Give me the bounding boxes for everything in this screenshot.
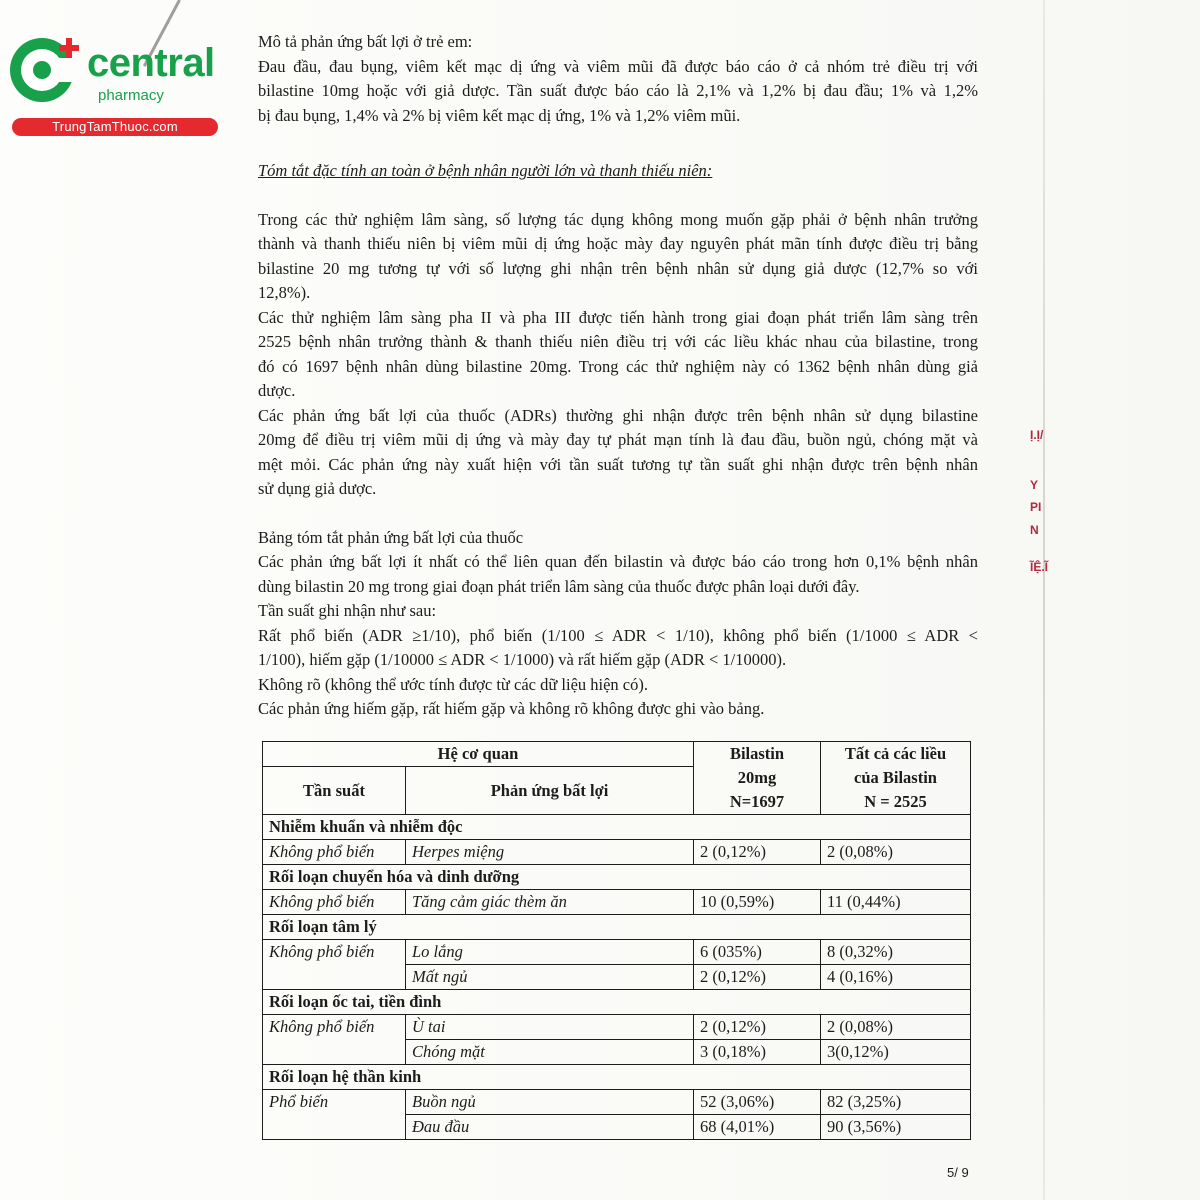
text-line: Các phản ứng bất lợi ít nhất có thể liên quan đến bilastin và được báo cáo trong hơn 0,1% bệnh nhân [258,552,978,571]
cell-all-doses: 90 (3,56%) [821,1115,971,1140]
table-row [263,1015,971,1040]
table-row [263,890,971,915]
cell-frequency: Phổ biến [263,1090,406,1140]
page-fold-shadow [1043,0,1045,1200]
text-line: Các phản ứng bất lợi của thuốc (ADRs) thường ghi nhận được trên bệnh nhân sử dụng bilastine [258,405,978,425]
category-row: Rối loạn ốc tai, tiền đình [263,990,971,1015]
table-intro-title: Bảng tóm tắt phản ứng bất lợi của thuốc [258,527,524,547]
cell-bilastin-20mg: 2 (0,12%) [694,965,821,990]
cell-bilastin-20mg: 2 (0,12%) [694,1015,821,1040]
text-line: sử dụng giả dược. [258,479,377,498]
category-row: Nhiễm khuẩn và nhiễm độc [263,815,971,840]
header-line: của Bilastin [854,768,937,787]
section-title: Tóm tắt đặc tính an toàn ở bệnh nhân người lớn và thanh thiếu niên: [258,161,713,180]
header-reaction: Phản ứng bất lợi [406,767,694,815]
logo-wordmark: central [87,41,215,85]
red-cross-icon-bar [59,45,79,51]
cell-all-doses: 8 (0,32%) [821,940,971,965]
header-line: Tất cả các liều [844,744,947,763]
text-line: đó có 1697 bệnh nhân dùng bilastine 20mg. Trong các thử nghiệm này có 1362 bệnh nhân dùng giả [258,356,978,376]
cell-frequency: Không phổ biến [263,890,406,915]
cell-bilastin-20mg: 10 (0,59%) [694,890,821,915]
text-line: 2525 bệnh nhân trưởng thành & thanh thiếu niên điều trị với các liều khác nhau của bilastine, trong [258,332,978,351]
category-row: Rối loạn tâm lý [263,915,971,940]
cell-bilastin-20mg: 52 (3,06%) [694,1090,821,1115]
cell-all-doses: 2 (0,08%) [821,840,971,865]
logo-subtitle: pharmacy [98,87,164,104]
text-line: bị đau bụng, 1,4% và 2% bị viêm kết mạc dị ứng, 1% và 1,2% viêm mũi. [258,105,741,125]
cell-frequency: Không phổ biến [263,940,406,990]
cell-reaction: Herpes miệng [406,840,694,865]
header-frequency: Tần suất [263,767,406,815]
cell-frequency: Không phổ biến [263,840,406,865]
header-line: 20mg [737,768,777,787]
text-line: thành và thanh thiếu niên bị viêm mũi dị ứng hoặc mày đay nguyên phát mãn tính được điều trị bằng [258,234,978,253]
side-stamp-text: Ị.Ị/ [1030,428,1044,442]
cell-bilastin-20mg: 6 (035%) [694,940,821,965]
adr-table [262,741,971,1140]
cell-reaction: Ù tai [406,1015,694,1040]
logo-ring-gap [50,58,78,82]
text-line: Trong các thử nghiệm lâm sàng, số lượng tác dụng không mong muốn gặp phải ở bệnh nhân trưởng [258,209,978,229]
text-line: Các thử nghiệm lâm sàng pha II và pha III được tiến hành trong giai đoạn phát triển lâm sàng trên [258,307,978,327]
text-line: bilastine 10mg hoặc với giả dược. Tần suất được báo cáo là 2,1% và 1,2% bị đau đầu; 1% và 1,2% [258,81,978,100]
side-stamp-text: ĨỆ.Ĩ [1030,560,1049,574]
page-number: 5/ 9 [947,1165,969,1180]
category-row: Rối loạn chuyển hóa và dinh dưỡng [263,865,971,890]
text-line: dùng bilastin 20 mg trong giai đoạn phát triển lâm sàng của thuốc được phân loại dưới đây. [258,576,860,596]
header-line: N=1697 [729,792,785,811]
table-row [263,1090,971,1115]
cell-reaction: Lo lắng [406,940,694,965]
text-line: Tần suất ghi nhận như sau: [258,601,437,620]
text-line: 20mg để điều trị viêm mũi dị ứng và mày đay tự phát mạn tính là đau đầu, buồn ngủ, chóng mặt và [258,430,978,449]
text-line: Rất phổ biến (ADR ≥1/10), phổ biến (1/100 ≤ ADR < 1/10), không phổ biến (1/1000 ≤ ADR < [258,625,978,645]
cell-frequency: Không phổ biến [263,1015,406,1065]
table-row [263,840,971,865]
side-stamp-text: N [1030,523,1039,537]
logo-dot-icon [33,61,51,79]
text-line: 12,8%). [258,283,311,302]
text-line: Các phản ứng hiếm gặp, rất hiếm gặp và không rõ không được ghi vào bảng. [258,699,765,718]
side-stamp-text: Y [1030,478,1039,492]
text-line: dược. [258,381,296,400]
header-all-doses [821,742,971,815]
logo-site-banner: TrungTamThuoc.com [12,118,218,136]
cell-reaction: Tăng cảm giác thèm ăn [406,890,694,915]
side-stamp-text: PI [1030,500,1042,514]
header-line: Bilastin [729,744,785,763]
central-pharmacy-logo[interactable] [10,38,215,138]
text-line: Đau đầu, đau bụng, viêm kết mạc dị ứng và viêm mũi đã được báo cáo ở cả nhóm trẻ điều trị với [258,56,978,76]
table-row [263,940,971,965]
text-line: bilastine 20 mg tương tự với số lượng ghi nhận trên bệnh nhân sử dụng giả dược (12,7% so với [258,258,978,278]
pediatric-adr-heading: Mô tả phản ứng bất lợi ở trẻ em: [258,32,473,51]
cell-all-doses: 11 (0,44%) [821,890,971,915]
cell-all-doses: 2 (0,08%) [821,1015,971,1040]
category-row: Rối loạn hệ thần kinh [263,1065,971,1090]
header-line: N = 2525 [864,792,927,811]
text-line: Không rõ (không thể ước tính được từ các dữ liệu hiện có). [258,674,648,694]
cell-bilastin-20mg: 2 (0,12%) [694,840,821,865]
cell-reaction: Chóng mặt [406,1040,694,1065]
text-line: 1/100), hiếm gặp (1/10000 ≤ ADR < 1/1000) và rất hiếm gặp (ADR < 1/10000). [258,650,787,669]
text-line: mệt mỏi. Các phản ứng này xuất hiện với tần suất tương tự tần suất ghi nhận được trên bệnh nhân [258,454,978,474]
cell-bilastin-20mg: 68 (4,01%) [694,1115,821,1140]
cell-reaction: Buồn ngủ [406,1090,694,1115]
cell-all-doses: 3(0,12%) [821,1040,971,1065]
document-body [258,30,978,722]
cell-all-doses: 4 (0,16%) [821,965,971,990]
cell-bilastin-20mg: 3 (0,18%) [694,1040,821,1065]
header-organ: Hệ cơ quan [263,742,694,767]
cell-reaction: Đau đầu [406,1115,694,1140]
cell-reaction: Mất ngủ [406,965,694,990]
header-bilastin-20mg [694,742,821,815]
cell-all-doses: 82 (3,25%) [821,1090,971,1115]
